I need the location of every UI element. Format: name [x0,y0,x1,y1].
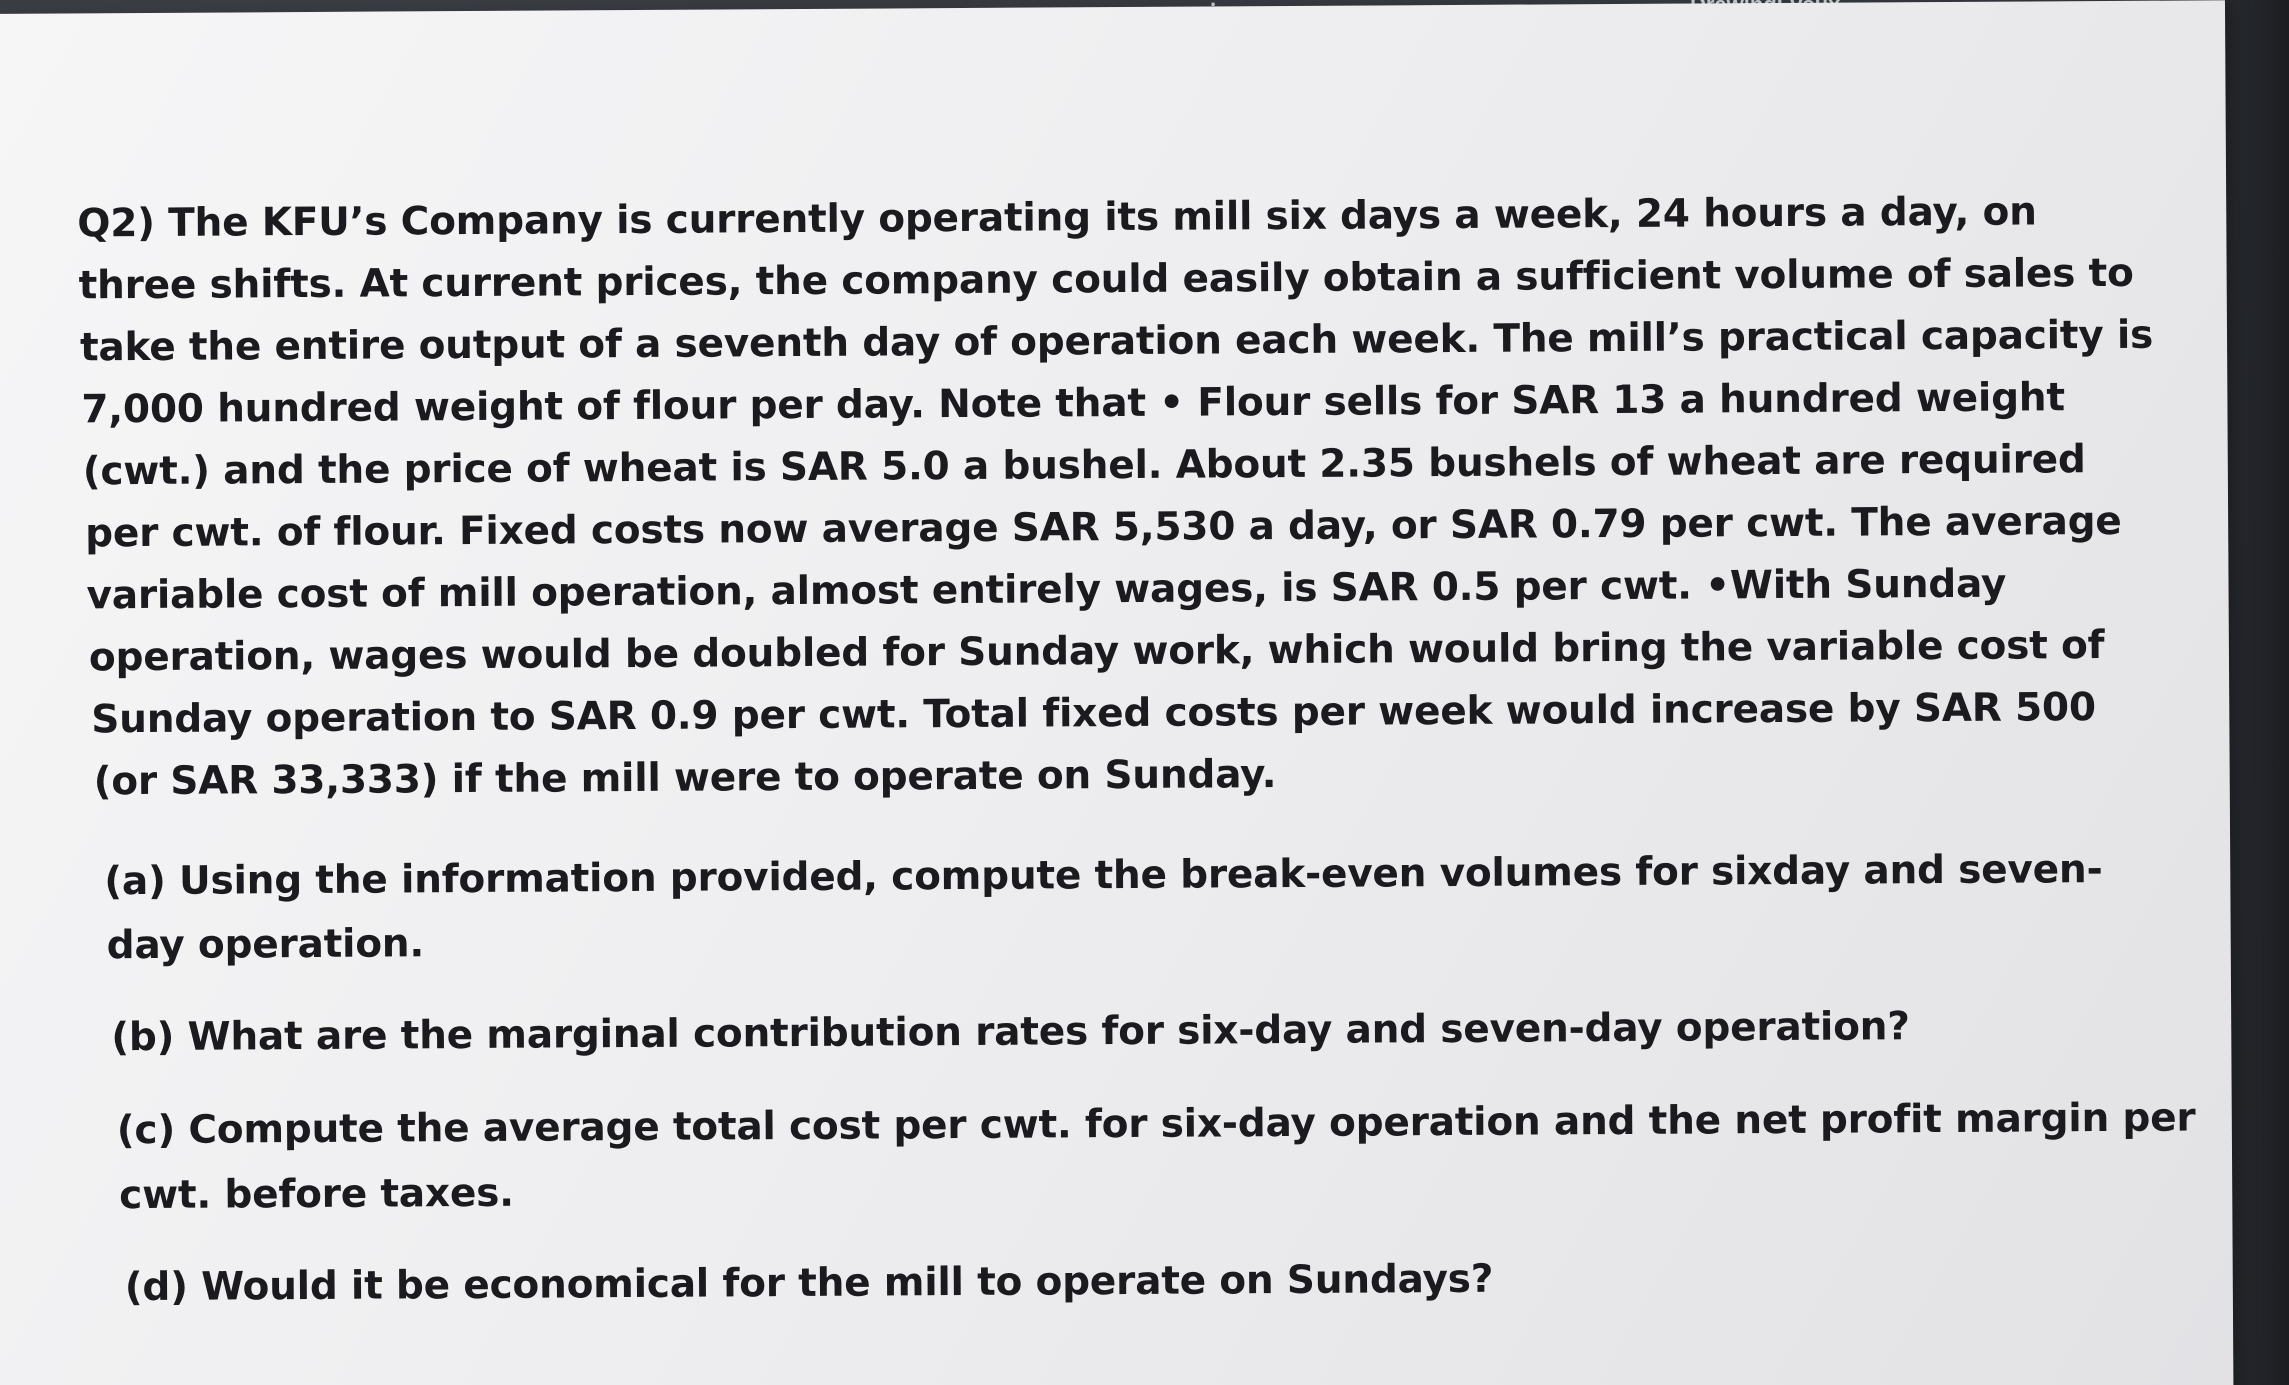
paragraph-line: Sunday operation to SAR 0.9 per cwt. Total fixed costs per week would increase by SAR 500 [91,685,2096,743]
paragraph-line: operation, wages would be doubled for Sunday work, which would bring the variable cost of [88,623,2105,681]
paragraph-line: 7,000 hundred weight of flour per day. Note that • Flour sells for SAR 13 a hundred weight [81,375,2065,433]
part-c-line: cwt. before taxes. [119,1170,514,1219]
paragraph-line: (cwt.) and the price of wheat is SAR 5.0 a bushel. About 2.35 bushels of wheat are required [82,437,2086,495]
paragraph-line: Q2) The KFU’s Company is currently operating its mill six days a week, 24 hours a day, on [77,189,2037,247]
paragraph-line: per cwt. of flour. Fixed costs now average SAR 5,530 a day, or SAR 0.79 per cwt. The average [85,498,2122,557]
part-b-line: (b) What are the marginal contribution rates for six-day and seven-day operation? [111,1004,1910,1061]
paragraph-line: take the entire output of a seventh day of operation each week. The mill’s practical capacity is [79,312,2154,371]
paragraph-line: variable cost of mill operation, almost entirely wages, is SAR 0.5 per cwt. •With Sunday [86,561,2007,619]
paragraph-line: (or SAR 33,333) if the mill were to operate on Sunday. [93,752,1277,805]
paragraph-line: three shifts. At current prices, the company could easily obtain a sufficient volume of sales to [78,250,2134,309]
part-a-line: (a) Using the information provided, compute the break-even volumes for sixday and seven- [104,847,2103,905]
part-d-line: (d) Would it be economical for the mill to operate on Sundays? [124,1256,1494,1311]
part-c-line: (c) Compute the average total cost per cwt. for six-day operation and the net profit margin per [116,1095,2196,1154]
part-a-line: day operation. [106,921,425,969]
